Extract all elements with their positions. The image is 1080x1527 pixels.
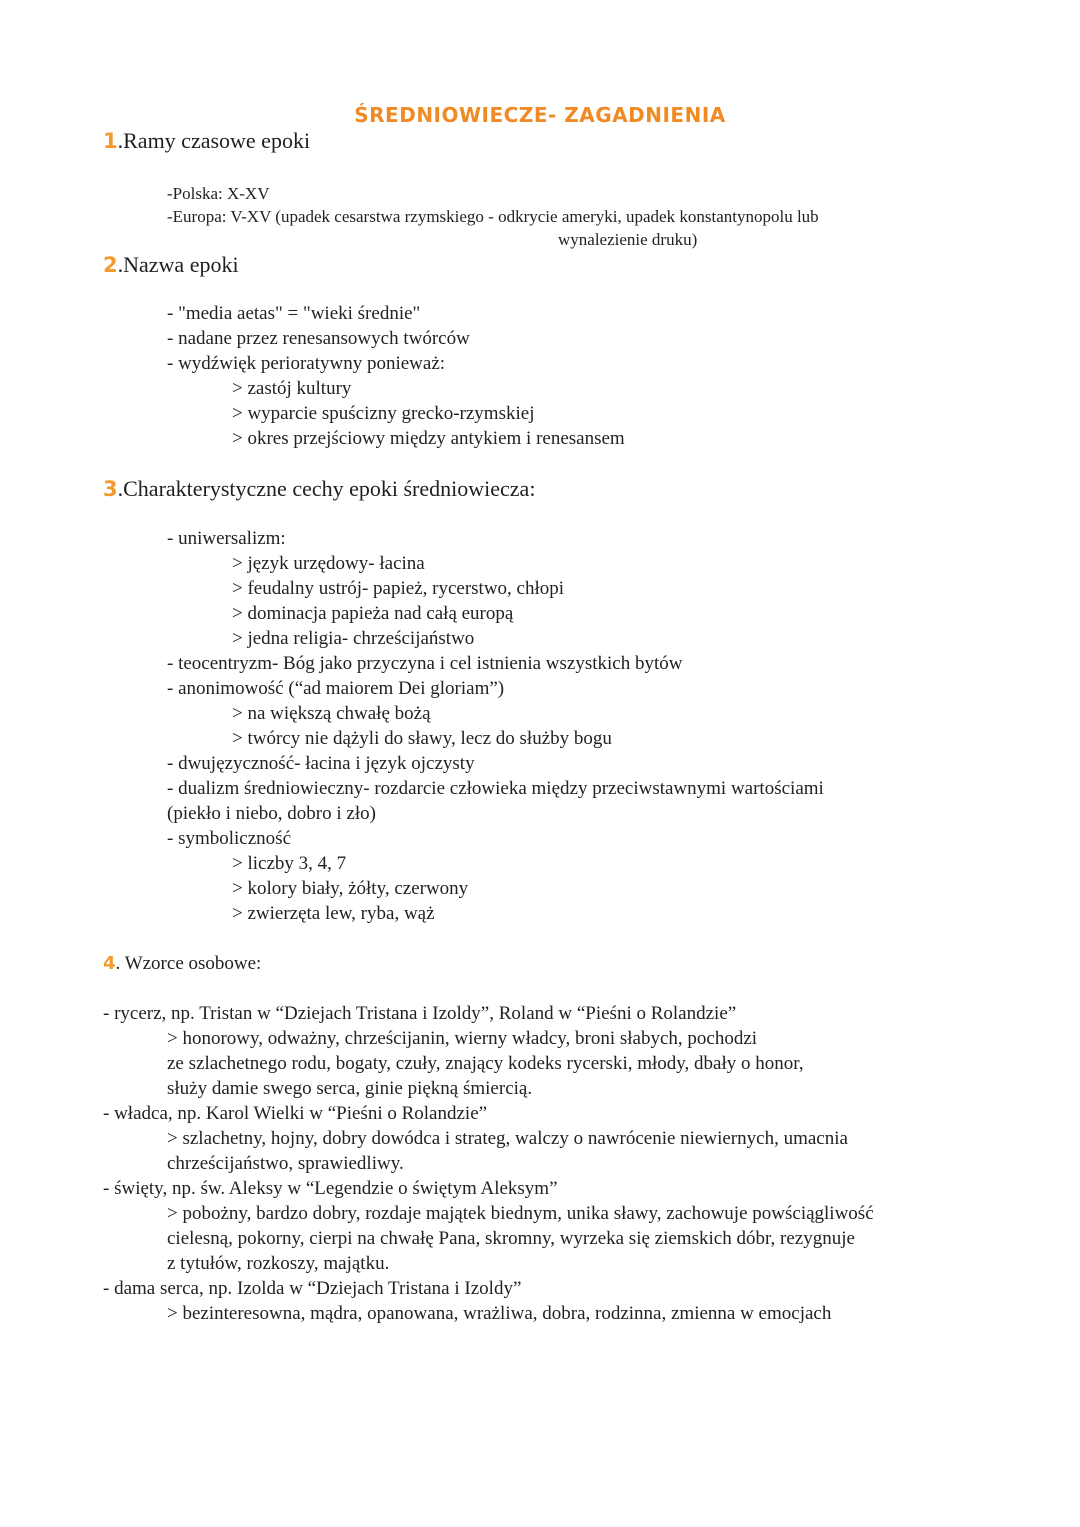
- text-line: ze szlachetnego rodu, bogaty, czuły, znający kodeks rycerski, młody, dbały o honor,: [167, 1053, 804, 1074]
- text-line: cielesną, pokorny, cierpi na chwałę Pana, skromny, wyrzeka się ziemskich dóbr, rezygnuje: [167, 1228, 855, 1249]
- section-4-heading: [103, 953, 261, 975]
- page-title: ŚREDNIOWIECZE- ZAGADNIENIA: [354, 103, 726, 127]
- text-line: > na większą chwałę bożą: [232, 703, 431, 724]
- text-line: > język urzędowy- łacina: [232, 553, 425, 574]
- text-line: > bezinteresowna, mądra, opanowana, wrażliwa, dobra, rodzinna, zmienna w emocjach: [167, 1303, 832, 1324]
- text-line: > zastój kultury: [232, 378, 352, 399]
- text-line: - dwujęzyczność- łacina i język ojczysty: [167, 753, 475, 774]
- text-line: > feudalny ustrój- papież, rycerstwo, chłopi: [232, 578, 565, 599]
- section-title: .Charakterystyczne cechy epoki średniowiecza:: [117, 476, 536, 501]
- text-line: - "media aetas" = "wieki średnie": [167, 303, 421, 324]
- text-line: służy damie swego serca, ginie piękną śmiercią.: [167, 1078, 533, 1099]
- text-line: > szlachetny, hojny, dobry dowódca i strateg, walczy o nawrócenie niewiernych, umacnia: [167, 1128, 848, 1149]
- text-line: > okres przejściowy między antykiem i renesansem: [232, 428, 625, 449]
- text-line: > dominacja papieża nad całą europą: [232, 603, 514, 624]
- text-line: - nadane przez renesansowych twórców: [167, 328, 470, 349]
- text-line: - wydźwięk perioratywny ponieważ:: [167, 353, 446, 374]
- section-1-heading: [103, 128, 310, 154]
- text-line: - dualizm średniowieczny- rozdarcie człowieka między przeciwstawnymi wartościami: [167, 778, 824, 799]
- section-number: 4: [103, 953, 116, 974]
- text-line: > pobożny, bardzo dobry, rozdaje majątek biednym, unika sławy, zachowuje powściągliwość: [167, 1203, 874, 1224]
- section-2-heading: [103, 252, 239, 278]
- text-line: - uniwersalizm:: [167, 528, 286, 549]
- text-line: z tytułów, rozkoszy, majątku.: [167, 1253, 390, 1274]
- section-title: .Nazwa epoki: [117, 252, 239, 277]
- section-number: 3: [103, 477, 118, 501]
- text-line: chrześcijaństwo, sprawiedliwy.: [167, 1153, 404, 1174]
- text-line: - teocentryzm- Bóg jako przyczyna i cel istnienia wszystkich bytów: [167, 653, 683, 674]
- text-line: - symboliczność: [167, 828, 292, 849]
- text-line: > twórcy nie dążyli do sławy, lecz do służby bogu: [232, 728, 612, 749]
- text-line: - rycerz, np. Tristan w “Dziejach Tristana i Izoldy”, Roland w “Pieśni o Rolandzie”: [103, 1003, 737, 1024]
- text-line: > kolory biały, żółty, czerwony: [232, 878, 469, 899]
- text-line: - dama serca, np. Izolda w “Dziejach Tristana i Izoldy”: [103, 1278, 522, 1299]
- section-title: . Wzorce osobowe:: [115, 953, 262, 974]
- text-line: (piekło i niebo, dobro i zło): [167, 803, 376, 824]
- text-line: - władca, np. Karol Wielki w “Pieśni o Rolandzie”: [103, 1103, 488, 1124]
- section-number: 1: [103, 129, 118, 153]
- text-line: > wyparcie spuścizny grecko-rzymskiej: [232, 403, 535, 424]
- text-line: wynalezienie druku): [558, 230, 698, 249]
- text-line: > liczby 3, 4, 7: [232, 853, 347, 874]
- text-line: > jedna religia- chrześcijaństwo: [232, 628, 475, 649]
- text-line: > honorowy, odważny, chrześcijanin, wierny władcy, broni słabych, pochodzi: [167, 1028, 758, 1049]
- section-3-heading: [103, 476, 535, 502]
- text-line: - anonimowość (“ad maiorem Dei gloriam”): [167, 678, 505, 699]
- text-line: > zwierzęta lew, ryba, wąż: [232, 903, 435, 924]
- text-line: -Polska: X-XV: [167, 184, 270, 203]
- section-title: .Ramy czasowe epoki: [117, 128, 311, 153]
- section-number: 2: [103, 253, 118, 277]
- text-line: - święty, np. św. Aleksy w “Legendzie o świętym Aleksym”: [103, 1178, 558, 1199]
- text-line: -Europa: V-XV (upadek cesarstwa rzymskiego - odkrycie ameryki, upadek konstantynopolu lub: [167, 207, 819, 226]
